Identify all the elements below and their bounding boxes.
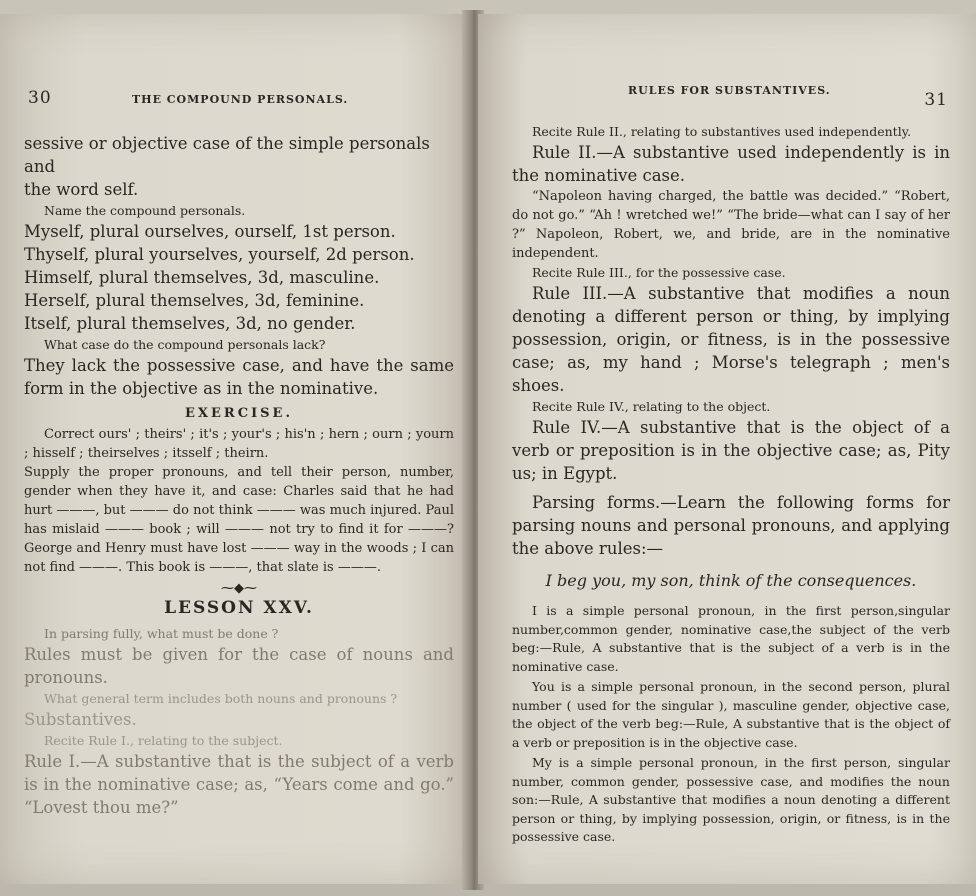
question: Recite Rule I., relating to the subject. — [44, 733, 283, 748]
answer-line: Herself, plural themselves, 3d, feminine. — [24, 291, 365, 310]
parse-entry: You is a simple personal pronoun, in the second person, plural number ( used for the singular ), masculine gender, objective case, the object of the verb beg:—Rule, A substantive that is the object of a verb or preposition is in the objective case. — [512, 679, 950, 750]
paragraph: sessive or objective case of the simple personals and — [24, 134, 430, 176]
left-page-header — [28, 90, 450, 114]
question: Name the compound personals. — [44, 203, 246, 218]
rule: Rule I.—A substantive that is the subject of a verb is in the nominative case; as, “Years come and go.” “Lovest thou me?” — [24, 752, 454, 817]
parsing-forms: Parsing forms.—Learn the following forms for parsing nouns and personal pronouns, and applying the above rules:— — [512, 493, 950, 558]
exercise-title: EXERCISE. — [185, 406, 293, 421]
answer-line: Thyself, plural yourselves, yourself, 2d person. — [24, 245, 415, 264]
right-page-header — [508, 84, 948, 108]
question: Recite Rule IV., relating to the object. — [532, 399, 771, 414]
question: Recite Rule III., for the possessive case. — [532, 265, 786, 280]
sample-sentence: I beg you, my son, think of the consequences. — [545, 571, 917, 590]
answer: Substantives. — [24, 710, 137, 729]
rule: Rule II.—A substantive used independently is in the nominative case. — [512, 143, 950, 185]
ornament: ⁓◆⁓ — [221, 581, 257, 596]
answer: Rules must be given for the case of nouns and pronouns. — [24, 645, 454, 687]
answer: They lack the possessive case, and have the same form in the objective as in the nominative. — [24, 356, 454, 398]
running-head: RULES FOR SUBSTANTIVES. — [628, 84, 831, 97]
answer-line: Myself, plural ourselves, ourself, 1st person. — [24, 222, 396, 241]
page-number: 31 — [924, 90, 948, 110]
parse-entry: I is a simple personal pronoun, in the first person,singular number,common gender, nominative case,the subject of the verb beg:—Rule, A substantive that is the subject of a verb is in the nominative case. — [512, 603, 950, 674]
answer-line: Itself, plural themselves, 3d, no gender. — [24, 314, 356, 333]
left-page — [0, 14, 470, 884]
question: What case do the compound personals lack? — [44, 337, 326, 352]
exercise-supply: Supply the proper pronouns, and tell their person, number, gender when they have it, and case: Charles said that he had hurt ———, but ——— do not think ——— was much injured. Paul has mislaid ——— book ; will ——— not try to find it for ———? George and Henry must have lost ——— way in the woods ; I can not find ———. This book is ———, that slate is ———. — [24, 465, 454, 575]
exercise-correct: Correct ours' ; theirs' ; it's ; your's ; his'n ; hern ; ourn ; yourn ; hisself ; theirselves ; itsself ; theirn. — [24, 427, 454, 461]
lesson-title: LESSON XXV. — [164, 598, 314, 618]
rule: Rule III.—A substantive that modifies a noun denoting a different person or thing, by implying possession, origin, or fitness, is in the possessive case; as, my hand ; Morse's telegraph ; men's shoes. — [512, 284, 950, 395]
answer-line: Himself, plural themselves, 3d, masculine. — [24, 268, 380, 287]
paragraph: the word self. — [24, 180, 139, 199]
parse-entry: My is a simple personal pronoun, in the first person, singular number, common gender, possessive case, and modifies the noun son:—Rule, A substantive that modifies a noun denoting a different person or thing, by implying possession, origin, or fitness, is in the possessive case. — [512, 755, 950, 844]
rule: Rule IV.—A substantive that is the object of a verb or preposition is in the objective case; as, Pity us; in Egypt. — [512, 418, 950, 483]
page-number: 30 — [28, 88, 52, 108]
running-head: THE COMPOUND PERSONALS. — [132, 93, 349, 106]
question: In parsing fully, what must be done ? — [44, 626, 279, 641]
right-page-text — [512, 122, 950, 849]
right-page — [478, 14, 976, 884]
question: What general term includes both nouns and pronouns ? — [44, 691, 398, 706]
left-page-text — [24, 132, 454, 819]
question: Recite Rule II., relating to substantives used independently. — [532, 124, 912, 139]
rule-example: “Napoleon having charged, the battle was decided.” “Robert, do not go.” “Ah ! wretched we!” “The bride—what can I say of her ?” Napoleon, Robert, we, and bride, are in the nominative independent. — [512, 189, 950, 261]
